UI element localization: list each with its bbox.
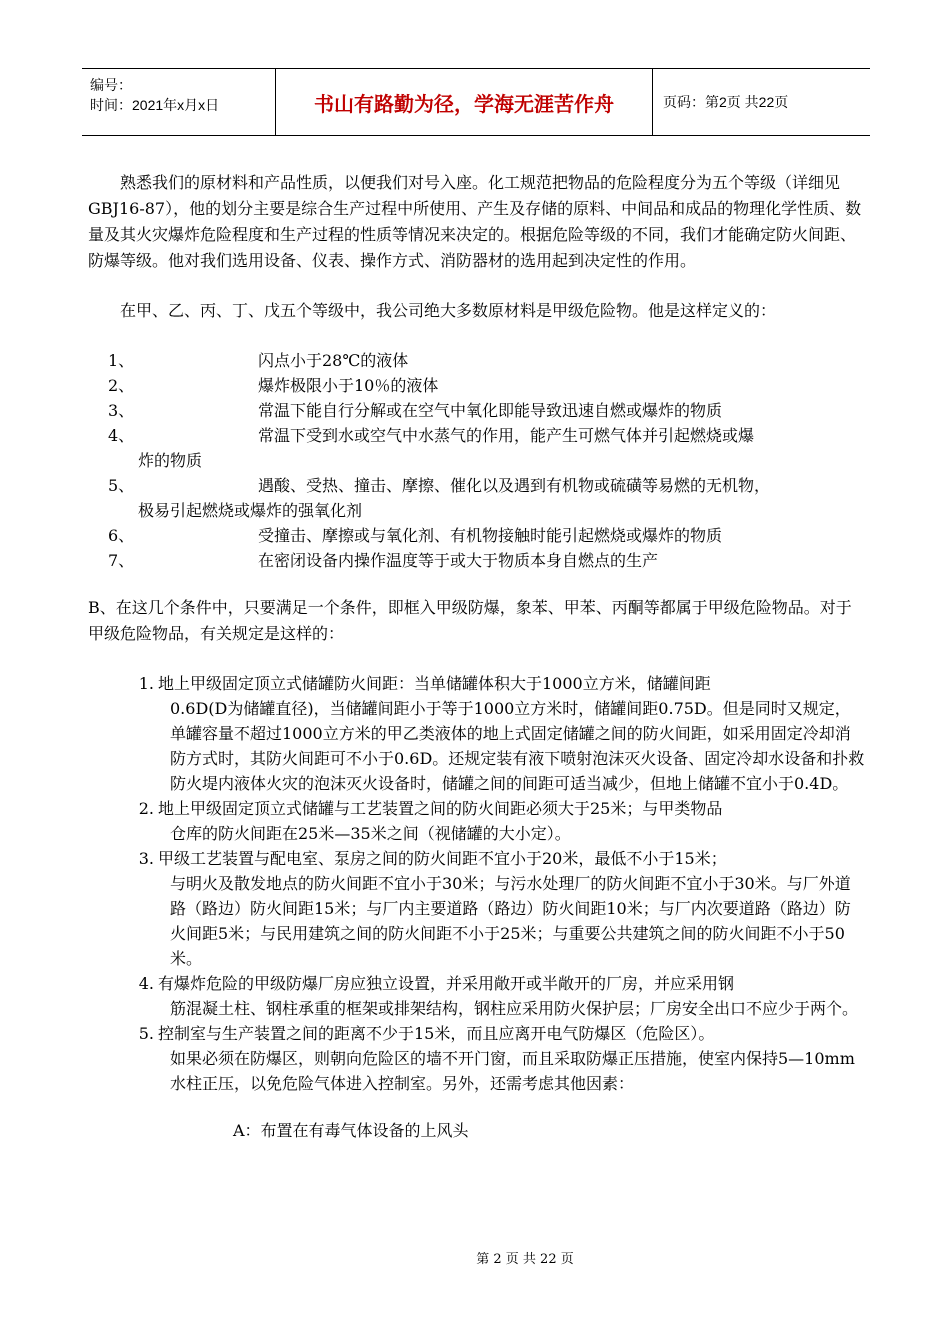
condition-item xyxy=(88,398,866,423)
rule-continuation: 与明火及散发地点的防火间距不宜小于30米；与污水处理厂的防火间距不宜小于30米。与厂外道路（路边）防火间距15米；与厂内主要道路（路边）防火间距10米；与厂内次要道路（路边）防火间距5米；与民用建筑之间的防火间距不小于25米；与重要公共建筑之间的防火间距不小于50米。 xyxy=(170,874,851,968)
document-time: 时间：2021年x月x日 xyxy=(90,97,220,113)
definition-paragraph: 在甲、乙、丙、丁、戊五个等级中，我公司绝大多数原材料是甲级危险物。他是这样定义的： xyxy=(120,301,777,320)
condition-list xyxy=(88,348,866,573)
rule-first-line: 甲级工艺装置与配电室、泵房之间的防火间距不宜小于20米，最低不小于15米； xyxy=(158,849,727,868)
condition-text: 闪点小于28℃的液体 xyxy=(258,351,409,370)
rule-item xyxy=(88,671,866,796)
header-meta xyxy=(82,69,276,135)
rule-first-line: 地上甲级固定顶立式储罐与工艺装置之间的防火间距必须大于25米；与甲类物品 xyxy=(158,799,723,818)
condition-text: 爆炸极限小于10％的液体 xyxy=(258,376,439,395)
condition-item xyxy=(88,423,866,448)
rule-continuation: 仓库的防火间距在25米—35米之间（视储罐的大小定）。 xyxy=(170,824,571,843)
header-page-number: 页码：第2页 共22页 xyxy=(663,94,789,110)
rule-number: 5. xyxy=(138,1024,154,1043)
rule-item xyxy=(88,796,866,846)
rule-item xyxy=(88,971,866,1021)
rule-first-line: 地上甲级固定顶立式储罐防火间距：当单储罐体积大于1000立方米，储罐间距 xyxy=(158,674,711,693)
condition-number: 7、 xyxy=(108,551,135,570)
rule-number: 4. xyxy=(138,974,154,993)
rule-continuation: 如果必须在防爆区，则朝向危险区的墙不开门窗，而且采取防爆正压措施，使室内保持5—10mm水柱正压，以免危险气体进入控制室。另外，还需考虑其他因素： xyxy=(170,1049,855,1093)
sub-item-a: A：布置在有毒气体设备的上风头 xyxy=(233,1121,469,1140)
condition-text: 在密闭设备内操作温度等于或大于物质本身自燃点的生产 xyxy=(258,551,659,570)
condition-number: 6、 xyxy=(108,526,135,545)
paragraph-b: B、在这几个条件中，只要满足一个条件，即框入甲级防爆，象苯、甲苯、丙酮等都属于甲级危险物品。对于甲级危险物品，有关规定是这样的： xyxy=(88,598,852,643)
rule-number: 1. xyxy=(138,674,154,693)
condition-text: 受撞击、摩擦或与氧化剂、有机物接触时能引起燃烧或爆炸的物质 xyxy=(258,526,723,545)
condition-text: 遇酸、受热、撞击、摩擦、催化以及遇到有机物或硫磺等易燃的无机物， xyxy=(258,476,771,495)
condition-item xyxy=(88,348,866,373)
condition-number: 2、 xyxy=(108,376,135,395)
page-footer: 第 2 页 共 22 页 xyxy=(476,1252,574,1267)
rule-continuation: 筋混凝土柱、钢柱承重的框架或排架结构，钢柱应采用防火保护层；厂房安全出口不应少于两个。 xyxy=(170,999,859,1018)
rule-number: 2. xyxy=(138,799,154,818)
rule-list xyxy=(88,671,866,1096)
condition-number: 4、 xyxy=(108,426,135,445)
document-body xyxy=(88,170,866,1143)
condition-number: 1、 xyxy=(108,351,135,370)
rule-item xyxy=(88,1021,866,1096)
condition-number: 3、 xyxy=(108,401,135,420)
header-page-cell xyxy=(653,69,870,135)
intro-paragraph: 熟悉我们的原材料和产品性质，以便我们对号入座。化工规范把物品的危险程度分为五个等级（详细见GBJ16-87），他的划分主要是综合生产过程中所使用、产生及存储的原料、中间品和成品的物理化学性质、数量及其火灾爆炸危险程度和生产过程的性质等情况来决定的。根据危险等级的不同，我们才能确定防火间距、防爆等级。他对我们选用设备、仪表、操作方式、消防器材的选用起到决定性的作用。 xyxy=(88,173,862,270)
condition-item xyxy=(88,473,866,498)
rule-item xyxy=(88,846,866,971)
condition-item xyxy=(88,523,866,548)
condition-continuation: 极易引起燃烧或爆炸的强氧化剂 xyxy=(138,501,363,520)
condition-continuation: 炸的物质 xyxy=(138,451,203,470)
condition-item xyxy=(88,373,866,398)
page-header xyxy=(82,68,870,136)
rule-number: 3. xyxy=(138,849,154,868)
header-motto-cell xyxy=(276,69,653,135)
header-motto: 书山有路勤为径，学海无涯苦作舟 xyxy=(314,93,614,116)
condition-item xyxy=(88,548,866,573)
condition-text: 常温下受到水或空气中水蒸气的作用，能产生可燃气体并引起燃烧或爆 xyxy=(258,426,755,445)
rule-first-line: 控制室与生产装置之间的距离不少于15米，而且应离开电气防爆区（危险区）。 xyxy=(158,1024,715,1043)
rule-continuation: 0.6D(D为储罐直径)，当储罐间距小于等于1000立方米时，储罐间距0.75D。但是同时又规定，单罐容量不超过1000立方米的甲乙类液体的地上式固定储罐之间的防火间距，如采用固定冷却消防方式时，其防火间距可不小于0.6D。还规定装有液下喷射泡沫灭火设备、固定冷却水设备和扑救防火堤内液体火灾的泡沫灭火设备时，储罐之间的间距可适当减少，但地上储罐不宜小于0.4D。 xyxy=(170,699,865,793)
condition-number: 5、 xyxy=(108,476,135,495)
rule-first-line: 有爆炸危险的甲级防爆厂房应独立设置，并采用敞开或半敞开的厂房，并应采用钢 xyxy=(158,974,735,993)
condition-text: 常温下能自行分解或在空气中氧化即能导致迅速自燃或爆炸的物质 xyxy=(258,401,723,420)
document-number: 编号： xyxy=(90,77,132,93)
